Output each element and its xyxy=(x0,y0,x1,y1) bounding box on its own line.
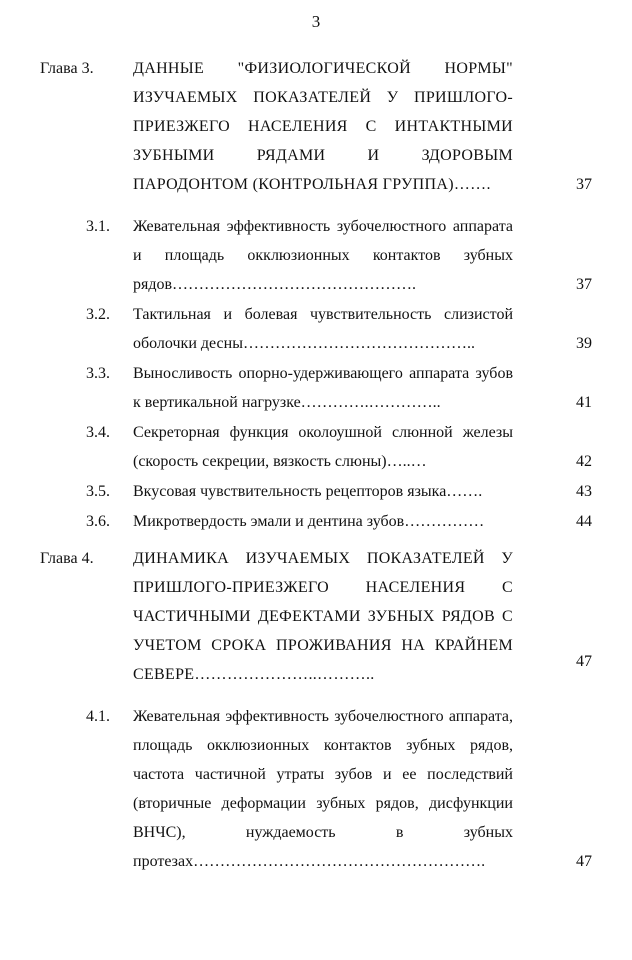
entry-label: 3.5. xyxy=(86,483,110,500)
entry-title: Вкусовая чувствительность рецепторов языка……. xyxy=(133,483,483,500)
entry-title: Жевательная эффективность зубочелюстного аппарата, площадь окклюзионных контактов зубных рядов, частота частичной утраты зубов и ее последствий (вторичные деформации зубных рядов, дисфункции ВНЧС), нуждаемость в зубных протезах………………………………………………. xyxy=(133,708,513,870)
entry-page: 37 xyxy=(576,176,592,193)
toc-entry-3-3 xyxy=(0,359,632,418)
entry-title: ДАННЫЕ "ФИЗИОЛОГИЧЕСКОЙ НОРМЫ" ИЗУЧАЕМЫХ ПОКАЗАТЕЛЕЙ У ПРИШЛОГО-ПРИЕЗЖЕГО НАСЕЛЕНИЯ С ИНТАКТНЫМИ ЗУБНЫМИ РЯДАМИ И ЗДОРОВЫМ ПАРОДОНТОМ (КОНТРОЛЬНАЯ ГРУППА)……. xyxy=(133,60,513,193)
entry-title: Жевательная эффективность зубочелюстного аппарата и площадь окклюзионных контактов зубных рядов………………………………………. xyxy=(133,218,513,293)
entry-title: ДИНАМИКА ИЗУЧАЕМЫХ ПОКАЗАТЕЛЕЙ У ПРИШЛОГО-ПРИЕЗЖЕГО НАСЕЛЕНИЯ С ЧАСТИЧНЫМИ ДЕФЕКТАМИ ЗУБНЫХ РЯДОВ С УЧЕТОМ СРОКА ПРОЖИВАНИЯ НА КРАЙНЕМ СЕВЕРЕ…………………..……….. xyxy=(133,550,513,683)
toc-entry-3-1 xyxy=(0,212,632,300)
entry-label: 3.3. xyxy=(86,365,110,382)
toc-entry-4-1 xyxy=(0,702,632,880)
toc-entry-3-4 xyxy=(0,418,632,477)
toc-entry-3-2 xyxy=(0,300,632,359)
entry-label: Глава 3. xyxy=(40,60,94,77)
entry-page: 47 xyxy=(576,653,592,670)
entry-page: 41 xyxy=(576,394,592,411)
entry-label: 3.1. xyxy=(86,218,110,235)
table-of-contents xyxy=(0,54,632,880)
toc-entry-chapter-4 xyxy=(0,544,632,702)
toc-entry-3-6 xyxy=(0,507,632,544)
entry-page: 42 xyxy=(576,453,592,470)
entry-label: 3.2. xyxy=(86,306,110,323)
entry-label: 3.6. xyxy=(86,513,110,530)
page-number: 3 xyxy=(311,12,321,31)
entry-label: Глава 4. xyxy=(40,550,94,567)
entry-page: 39 xyxy=(576,335,592,352)
entry-page: 44 xyxy=(576,513,592,530)
entry-title: Микротвердость эмали и дентина зубов…………… xyxy=(133,513,485,530)
entry-label: 3.4. xyxy=(86,424,110,441)
entry-page: 37 xyxy=(576,276,592,293)
toc-entry-chapter-3 xyxy=(0,54,632,212)
entry-label: 4.1. xyxy=(86,708,110,725)
entry-page: 43 xyxy=(576,483,592,500)
toc-entry-3-5 xyxy=(0,477,632,507)
entry-title: Выносливость опорно-удерживающего аппарата зубов к вертикальной нагрузке………….………….. xyxy=(133,365,513,411)
entry-title: Секреторная функция околоушной слюнной железы (скорость секреции, вязкость слюны)…..… xyxy=(133,424,513,470)
entry-page: 47 xyxy=(576,853,592,870)
entry-title: Тактильная и болевая чувствительность слизистой оболочки десны…………………………………….. xyxy=(133,306,513,352)
